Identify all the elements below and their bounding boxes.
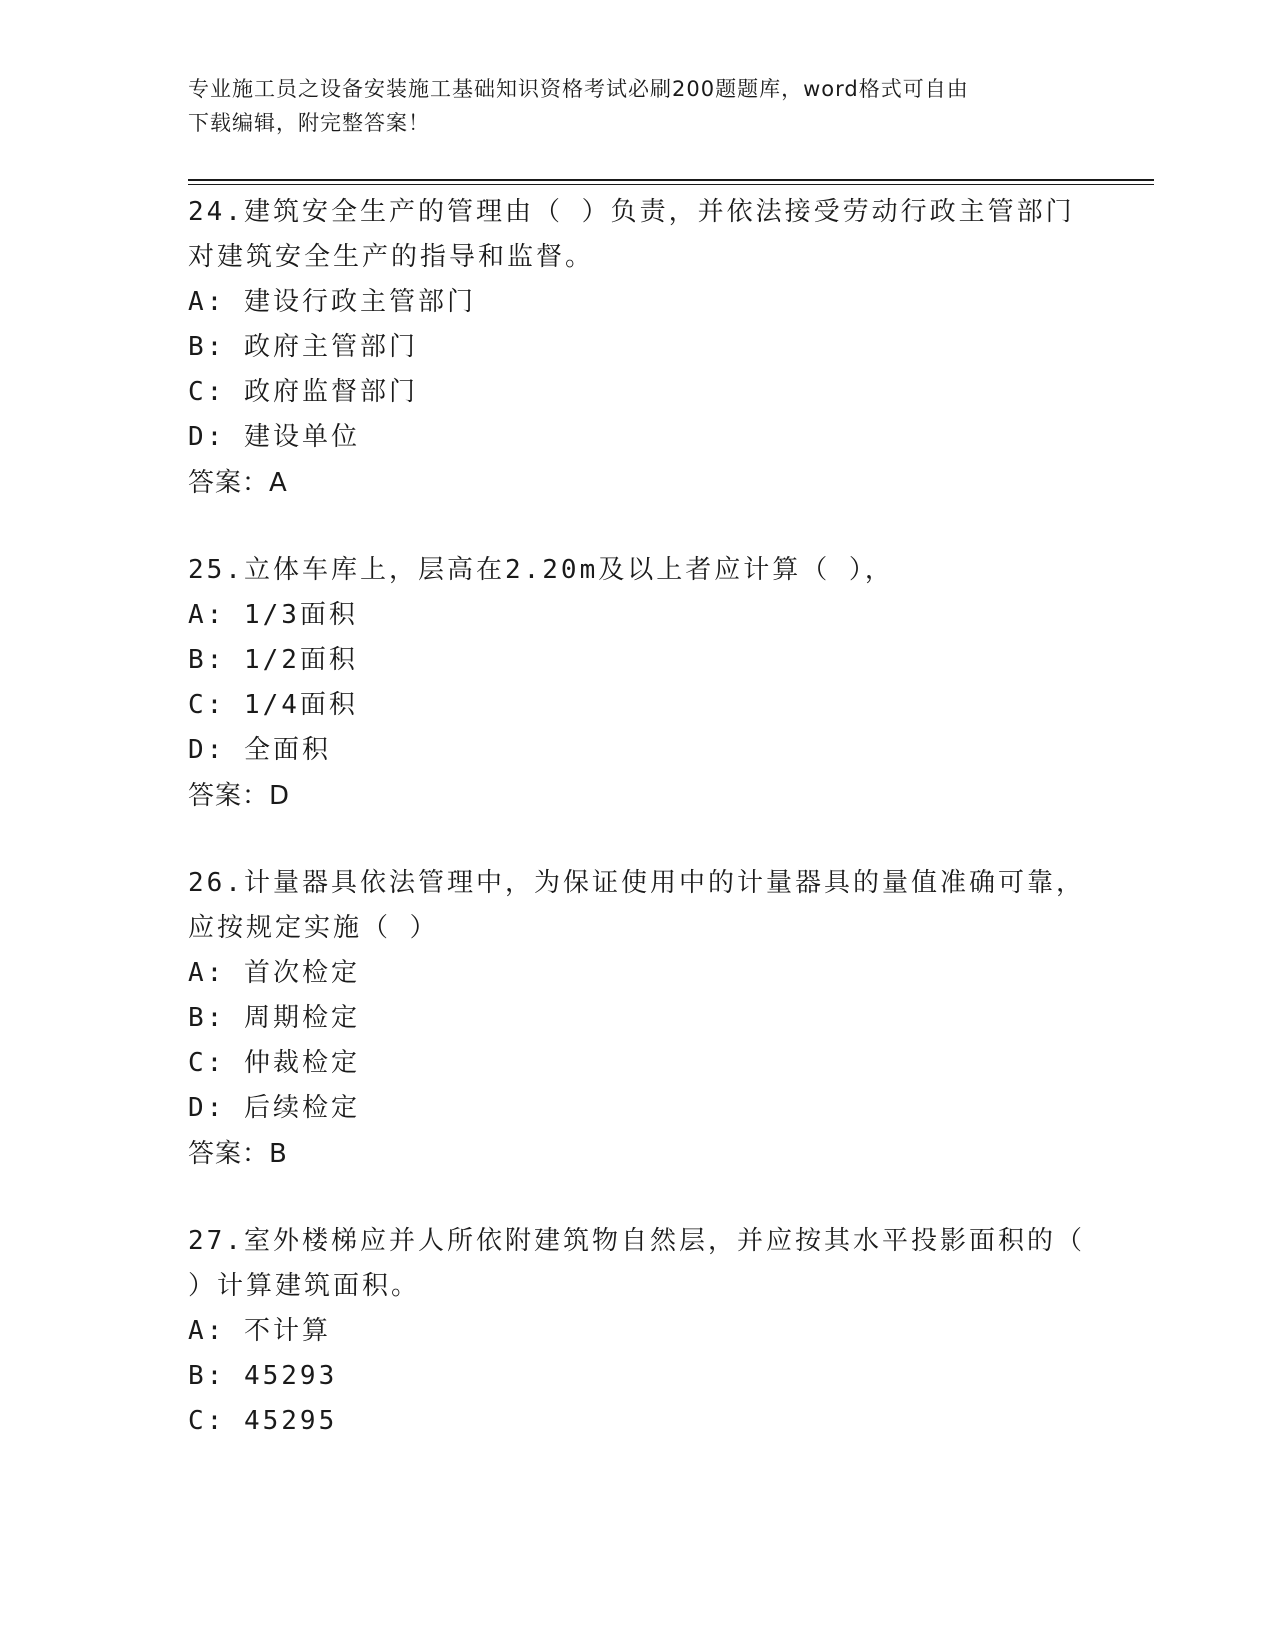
question-stem-line-1: 25.立体车库上，层高在2.20m及以上者应计算（ ）， [188,555,894,585]
answer: 答案：B [188,1139,288,1169]
question-list [188,190,1088,1486]
option-b: B: 周期检定 [188,1003,360,1033]
option-d: D: 全面积 [188,735,331,765]
header-divider [188,179,1154,181]
option-c: C: 政府监督部门 [188,377,418,407]
question-26 [188,861,1088,1177]
question-stem-line-1: 26.计量器具依法管理中，为保证使用中的计量器具的量值准确可靠， [188,868,1085,898]
document-header [188,72,1088,140]
question-24 [188,190,1088,506]
question-25 [188,548,1088,819]
option-b: B: 1/2面积 [188,645,358,675]
question-stem-line-2: 应按规定实施（ ） [188,913,439,943]
option-c: C: 仲裁检定 [188,1048,360,1078]
option-d: D: 后续检定 [188,1093,360,1123]
question-stem-line-1: 24.建筑安全生产的管理由（ ）负责，并依法接受劳动行政主管部门 [188,197,1075,227]
question-stem-line-2: 对建筑安全生产的指导和监督。 [188,242,595,272]
option-a: A: 1/3面积 [188,600,358,630]
header-divider-thin [188,184,1154,185]
option-a: A: 首次检定 [188,958,360,988]
option-d: D: 建设单位 [188,422,360,452]
option-c: C: 45295 [188,1406,338,1436]
option-c: C: 1/4面积 [188,690,358,720]
header-line-2: 下载编辑，附完整答案！ [188,111,430,135]
question-27 [188,1219,1088,1444]
option-a: A: 不计算 [188,1316,331,1346]
answer: 答案：D [188,781,291,811]
answer: 答案：A [188,468,288,498]
header-line-1: 专业施工员之设备安装施工基础知识资格考试必刷200题题库，word格式可自由 [188,77,969,101]
question-stem-line-2: ）计算建筑面积。 [188,1271,421,1301]
option-a: A: 建设行政主管部门 [188,287,476,317]
option-b: B: 45293 [188,1361,338,1391]
option-b: B: 政府主管部门 [188,332,418,362]
question-stem-line-1: 27.室外楼梯应并人所依附建筑物自然层，并应按其水平投影面积的（ [188,1226,1085,1256]
